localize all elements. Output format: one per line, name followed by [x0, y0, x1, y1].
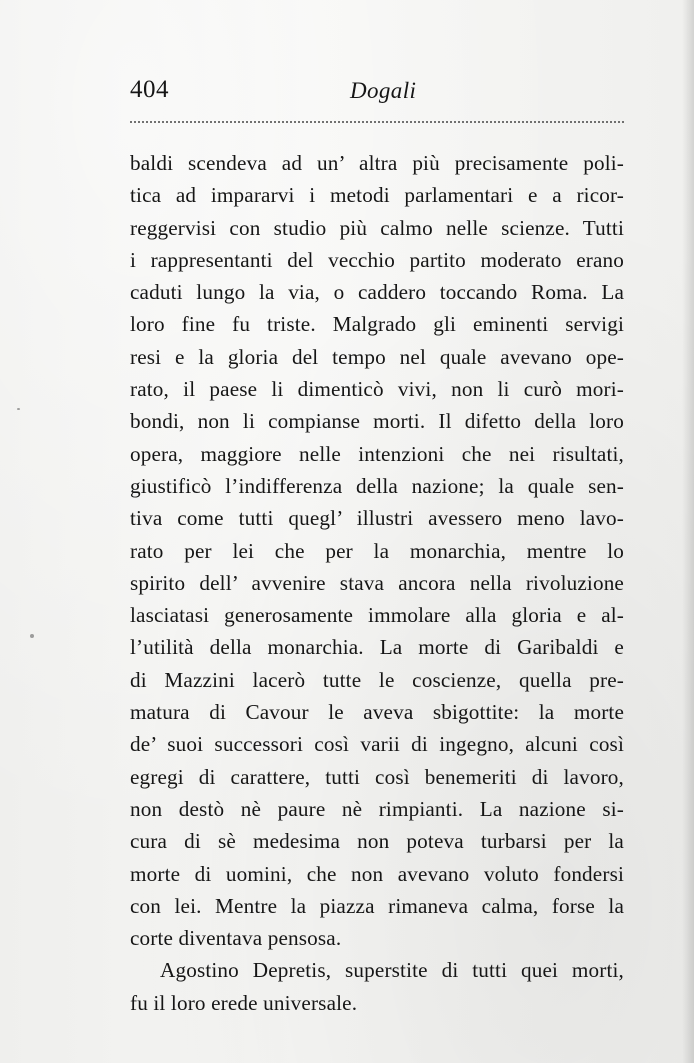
text-line: Agostino Depretis, superstite di tutti quei morti, [160, 958, 624, 983]
text-line: cura di sè medesima non poteva turbarsi per la [130, 829, 624, 854]
page-number: 404 [130, 76, 169, 103]
body-text [130, 147, 624, 1019]
text-line: morte di uomini, che non avevano voluto fondersi [130, 861, 624, 886]
text-line: i rappresentanti del vecchio partito moderato erano [130, 247, 624, 272]
text-line: spirito dell’ avvenire stava ancora nella rivoluzione [130, 570, 624, 595]
text-line: tica ad impararvi i metodi parlamentari e a ricor- [130, 183, 624, 208]
text-line: loro fine fu triste. Malgrado gli eminenti servigi [130, 312, 624, 337]
text-line: bondi, non li compianse morti. Il difetto della loro [130, 409, 624, 434]
text-line: con lei. Mentre la piazza rimaneva calma, forse la [130, 893, 624, 918]
paragraph-2 [130, 954, 624, 1019]
text-line: de’ suoi successori così varii di ingegno, alcuni così [130, 732, 624, 757]
text-line: rato per lei che per la monarchia, mentre lo [130, 538, 624, 563]
text-line: fu il loro erede universale. [130, 990, 358, 1015]
text-line: egregi di carattere, tutti così benemeriti di lavoro, [130, 764, 624, 789]
text-line: non destò nè paure nè rimpianti. La nazione si- [130, 796, 624, 821]
text-line: matura di Cavour le aveva sbigottite: la morte [130, 700, 624, 725]
text-line: giustificò l’indifferenza della nazione; la quale sen- [130, 473, 624, 498]
text-line: lasciatasi generosamente immolare alla gloria e al- [130, 603, 624, 628]
header-rule [130, 121, 624, 123]
page-header [130, 72, 624, 108]
text-line: caduti lungo la via, o caddero toccando Roma. La [130, 280, 624, 305]
text-line: l’utilità della monarchia. La morte di Garibaldi e [130, 635, 624, 660]
page-edge-shadow [682, 0, 694, 1063]
text-line: baldi scendeva ad un’ altra più precisamente poli- [130, 151, 624, 175]
paper-speck [30, 634, 34, 638]
running-title: Dogali [350, 78, 417, 103]
paragraph-1 [130, 147, 624, 954]
text-line: resi e la gloria del tempo nel quale avevano ope- [130, 344, 624, 369]
text-line: corte diventava pensosa. [130, 926, 342, 951]
text-line: opera, maggiore nelle intenzioni che nei risultati, [130, 441, 624, 466]
text-line: tiva come tutti quegl’ illustri avessero meno lavo- [130, 506, 624, 531]
paper-speck [17, 408, 20, 410]
text-line: rato, il paese li dimenticò vivi, non li curò mori- [130, 377, 624, 402]
text-line: reggervisi con studio più calmo nelle scienze. Tutti [130, 215, 624, 240]
text-line: di Mazzini lacerò tutte le coscienze, quella pre- [130, 667, 624, 692]
